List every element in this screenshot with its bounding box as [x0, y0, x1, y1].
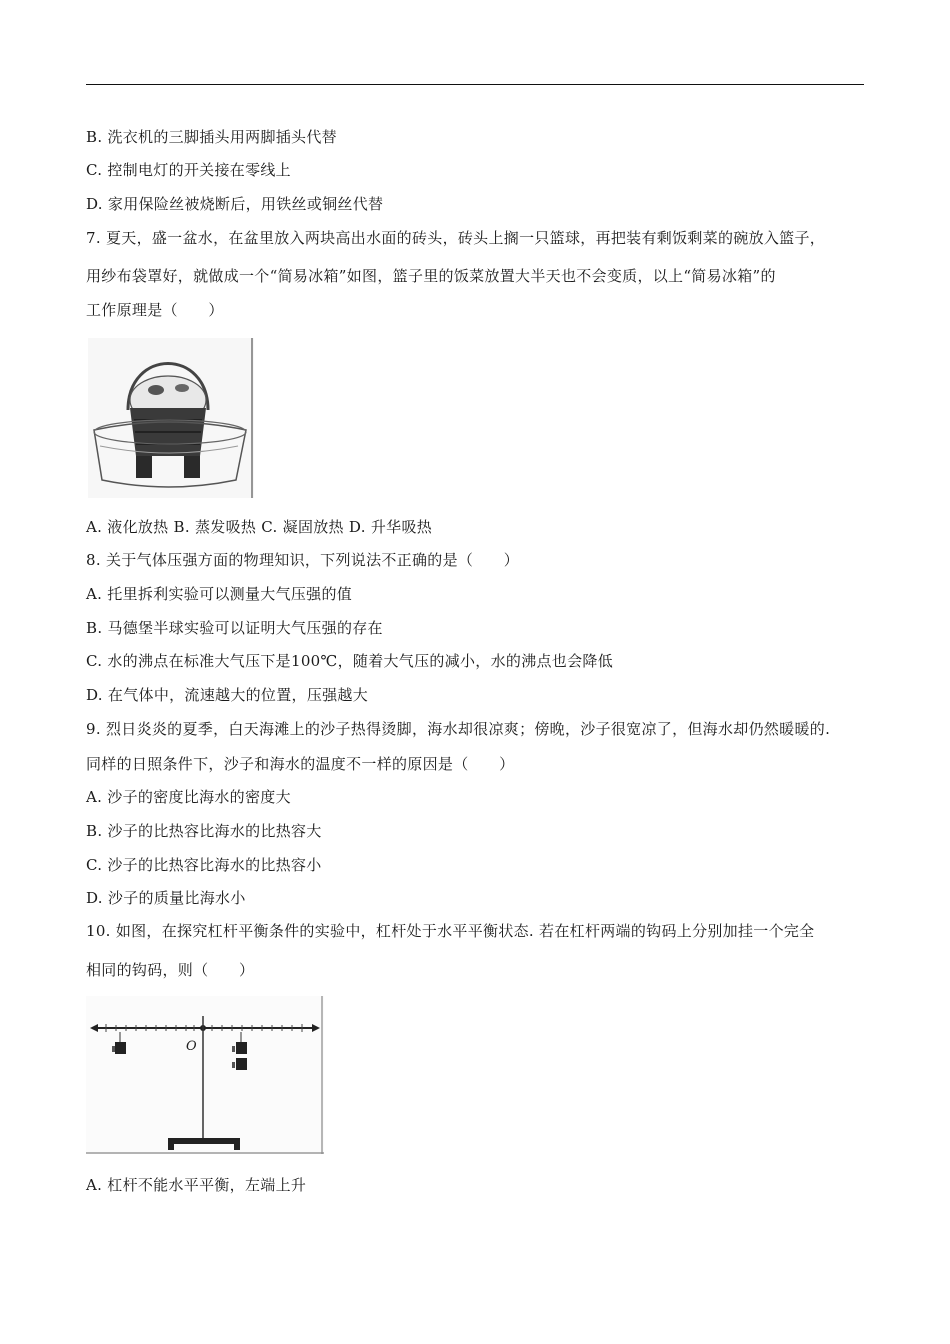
q8-option-a: A. 托里拆利实验可以测量大气压强的值 [86, 585, 353, 603]
q7-stem-line-3: 工作原理是（ ） [86, 301, 224, 319]
lever-pivot-label: O [186, 1039, 197, 1054]
ice-box-figure [88, 338, 254, 498]
q9-option-c: C. 沙子的比热容比海水的比热容小 [86, 856, 322, 874]
q10-option-a: A. 杠杆不能水平平衡，左端上升 [86, 1176, 307, 1194]
q8-stem: 8. 关于气体压强方面的物理知识，下列说法不正确的是（ ） [86, 551, 520, 569]
q7-stem-line-1: 7. 夏天，盛一盆水，在盆里放入两块高出水面的砖头，砖头上搁一只篮球，再把装有剩饭剩菜的碗放入篮子， [86, 229, 826, 247]
header-rule [86, 84, 864, 85]
q9-stem-line-2: 同样的日照条件下，沙子和海水的温度不一样的原因是（ ） [86, 755, 515, 773]
q9-option-d: D. 沙子的质量比海水小 [86, 889, 246, 907]
q8-option-c: C. 水的沸点在标准大气压下是100℃，随着大气压的减小，水的沸点也会降低 [86, 652, 613, 670]
lever-figure [86, 996, 324, 1154]
q6-option-d: D. 家用保险丝被烧断后，用铁丝或铜丝代替 [86, 195, 384, 213]
q6-option-c: C. 控制电灯的开关接在零线上 [86, 161, 291, 179]
q9-option-b: B. 沙子的比热容比海水的比热容大 [86, 822, 322, 840]
q9-stem-line-1: 9. 烈日炎炎的夏季，白天海滩上的沙子热得烫脚，海水却很凉爽；傍晚，沙子很宽凉了，但海水却仍然暖暖的. [86, 720, 831, 738]
q8-option-d: D. 在气体中，流速越大的位置，压强越大 [86, 686, 369, 704]
q8-option-b: B. 马德堡半球实验可以证明大气压强的存在 [86, 619, 383, 637]
q9-option-a: A. 沙子的密度比海水的密度大 [86, 788, 291, 806]
q7-options: A. 液化放热 B. 蒸发吸热 C. 凝固放热 D. 升华吸热 [86, 518, 433, 536]
q10-stem-line-2: 相同的钩码，则（ ） [86, 961, 255, 979]
q6-option-b: B. 洗衣机的三脚插头用两脚插头代替 [86, 128, 337, 146]
q10-stem-line-1: 10. 如图，在探究杠杆平衡条件的实验中，杠杆处于水平平衡状态. 若在杠杆两端的钩码上分别加挂一个完全 [86, 922, 815, 940]
q7-stem-line-2: 用纱布袋罩好，就做成一个“简易冰箱”如图，篮子里的饭菜放置大半天也不会变质，以上“简易冰箱”的 [86, 267, 776, 285]
